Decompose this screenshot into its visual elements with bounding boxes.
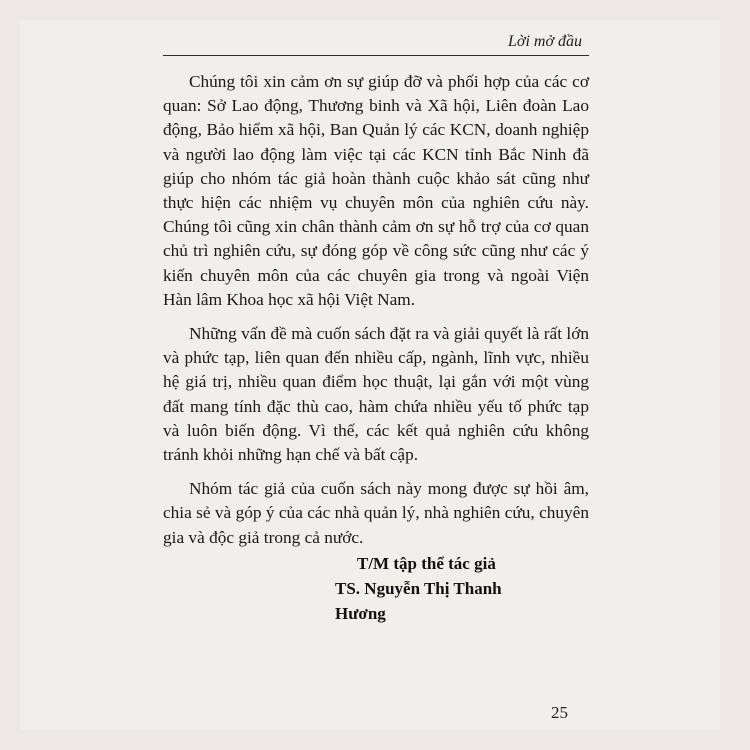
page-number: 25 [551,703,568,722]
signature-name: TS. Nguyễn Thị Thanh Hương [335,579,502,623]
paragraph-acknowledgements: Chúng tôi xin cảm ơn sự giúp đỡ và phối hợp của các cơ quan: Sở Lao động, Thương binh và Xã hội, Liên đoàn Lao động, Bảo hiểm xã hội, Ban Quản lý các KCN, doanh nghiệp và người lao động làm việc tại các KCN tỉnh Bắc Ninh đã giúp cho nhóm tác giả hoàn thành cuộc khảo sát cũng như thực hiện các nhiệm vụ chuyên môn của nghiên cứu này. Chúng tôi cũng xin chân thành cảm ơn sự hỗ trợ của cơ quan chủ trì nghiên cứu, sự đóng góp về công sức cũng như các ý kiến chuyên môn của các chuyên gia trong và ngoài Viện Hàn lâm Khoa học xã hội Việt Nam. [163,72,589,309]
paragraph-feedback: Nhóm tác giả của cuốn sách này mong được sự hồi âm, chia sẻ và góp ý của các nhà quản lý, nhà nghiên cứu, chuyên gia và độc giả trong cả nước. [163,479,589,547]
running-head: Lời mở đầu [508,33,582,50]
signature-title: T/M tập thể tác giả [357,554,496,573]
paragraph-limitations: Những vấn đề mà cuốn sách đặt ra và giải quyết là rất lớn và phức tạp, liên quan đến nhiều cấp, ngành, lĩnh vực, nhiều hệ giá trị, nhiều quan điểm học thuật, lại gắn với một vùng đất mang tính đặc thù cao, hàm chứa nhiều yếu tố phức tạp và luôn biến động. Vì thế, các kết quả nghiên cứu không tránh khỏi những hạn chế và bất cập. [163,324,589,465]
signature-block [335,551,555,626]
header-rule [163,55,589,56]
body-text [163,70,589,560]
